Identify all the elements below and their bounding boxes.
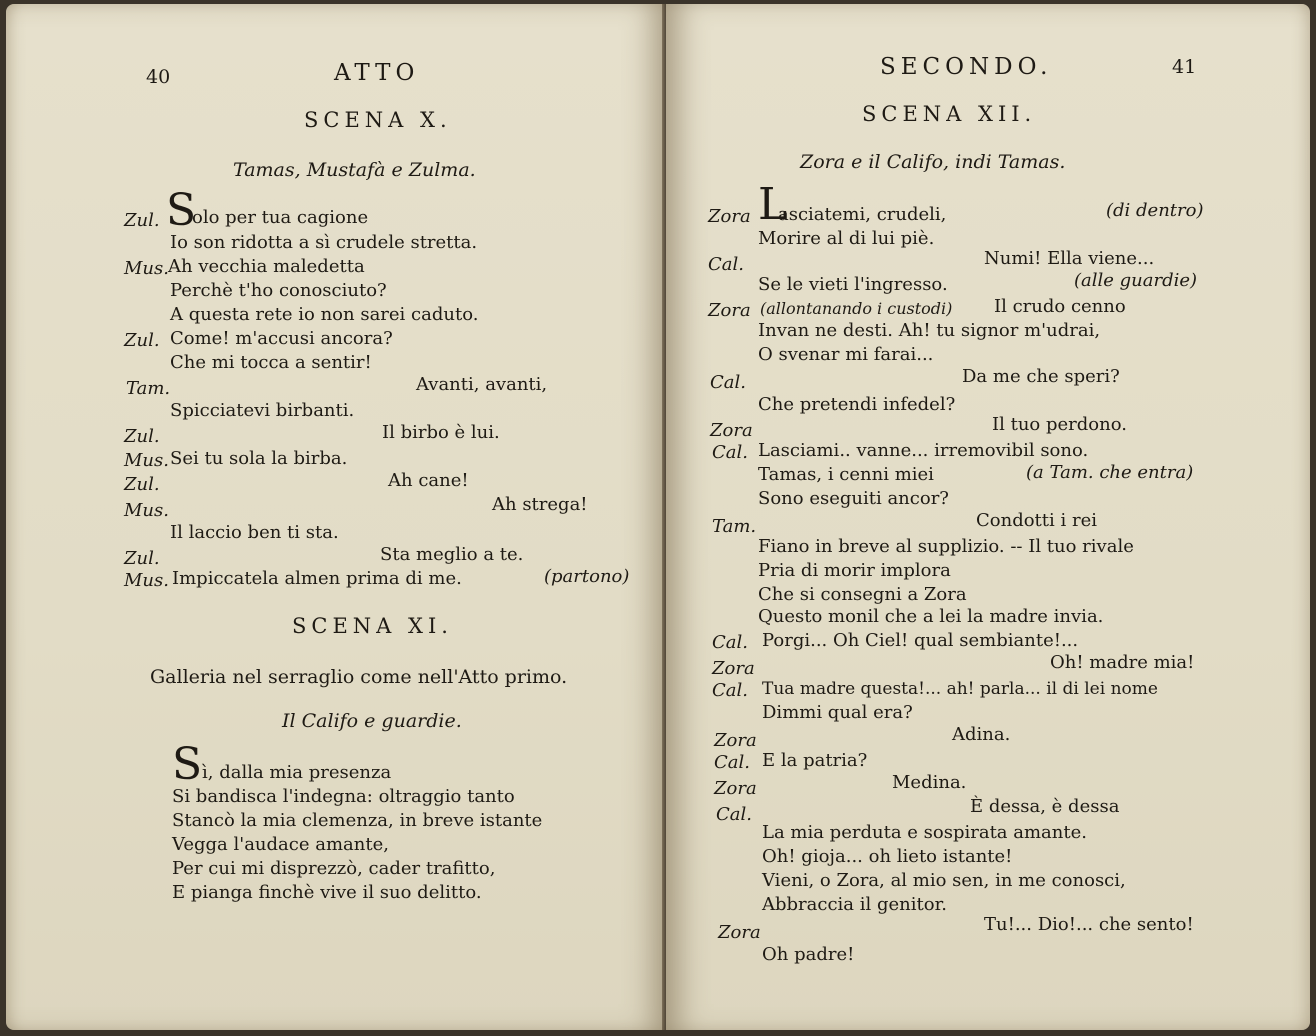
verse-line: Pria di morir implora [758, 560, 951, 581]
page-number: 41 [1172, 56, 1197, 78]
left-page [6, 4, 666, 1030]
stage-direction: (allontanando i custodi) [760, 299, 953, 318]
right-page [666, 4, 1310, 1030]
verse-line: Sono eseguiti ancor? [758, 488, 949, 509]
verse-line: Se le vieti l'ingresso. [758, 274, 948, 295]
speaker: Zora [714, 730, 757, 751]
verse-line: Spicciatevi birbanti. [170, 400, 355, 421]
verse-line: Il birbo è lui. [382, 422, 500, 443]
speaker: Tam. [126, 378, 171, 399]
speaker: Cal. [712, 632, 748, 653]
verse-line: Abbraccia il genitor. [762, 894, 947, 915]
scene-heading: SCENA XI. [292, 614, 453, 638]
verse-line: E la patria? [762, 750, 868, 771]
verse-line: Il laccio ben ti sta. [170, 522, 339, 543]
verse-line: Avanti, avanti, [416, 374, 548, 395]
speaker: Tam. [712, 516, 757, 537]
verse-line: Invan ne desti. Ah! tu signor m'udrai, [758, 320, 1101, 341]
stage-direction: (partono) [544, 566, 630, 587]
speaker: Mus. [124, 500, 169, 521]
verse-line: Per cui mi disprezzò, cader trafitto, [172, 858, 496, 879]
scene-setting: Galleria nel serraglio come nell'Atto primo. [150, 666, 568, 688]
verse-line: Lasciami.. vanne... irremovibil sono. [758, 440, 1089, 461]
scene-heading: SCENA X. [304, 108, 452, 132]
verse-line: Si bandisca l'indegna: oltraggio tanto [172, 786, 515, 807]
verse-line: Ah cane! [388, 470, 469, 491]
verse-line: A questa rete io non sarei caduto. [170, 304, 479, 325]
verse-line: Oh! gioja... oh lieto istante! [762, 846, 1013, 867]
verse-line: O svenar mi farai... [758, 344, 934, 365]
speaker: Cal. [708, 254, 744, 275]
scene-characters: Zora e il Califo, indi Tamas. [800, 151, 1066, 173]
speaker: Cal. [710, 372, 746, 393]
verse-line: Io son ridotta a sì crudele stretta. [170, 232, 478, 253]
verse-line: Che si consegni a Zora [758, 584, 967, 605]
verse-line: asciatemi, crudeli, [778, 204, 947, 225]
verse-line: Tua madre questa!... ah! parla... il di lei nome [762, 679, 1158, 699]
verse-line: Ah vecchia maledetta [168, 256, 365, 277]
speaker: Zora [708, 300, 751, 321]
verse-line: È dessa, è dessa [970, 796, 1120, 817]
speaker: Zora [712, 658, 755, 679]
verse-line: Perchè t'ho conosciuto? [170, 280, 387, 301]
scene-characters: Tamas, Mustafà e Zulma. [233, 159, 476, 181]
verse-line: Numi! Ella viene... [984, 248, 1155, 269]
verse-line: Stancò la mia clemenza, in breve istante [172, 810, 543, 831]
verse-line: Il tuo perdono. [992, 414, 1127, 435]
verse-line: Sta meglio a te. [380, 544, 524, 565]
running-head: ATTO [334, 60, 420, 86]
verse-line: olo per tua cagione [192, 207, 369, 228]
verse-line: Tu!... Dio!... che sento! [984, 914, 1194, 935]
verse-line: Come! m'accusi ancora? [170, 328, 393, 349]
verse-line: La mia perduta e sospirata amante. [762, 822, 1087, 843]
verse-line: Condotti i rei [976, 510, 1097, 531]
verse-line: Questo monil che a lei la madre invia. [758, 606, 1104, 627]
verse-line: Morire al di lui piè. [758, 228, 935, 249]
speaker: Zora [710, 420, 753, 441]
stage-direction: (a Tam. che entra) [1026, 462, 1194, 483]
speaker: Zul. [124, 330, 160, 351]
verse-line: Adina. [952, 724, 1011, 745]
verse-line: Medina. [892, 772, 967, 793]
verse-line: E pianga finchè vive il suo delitto. [172, 882, 482, 903]
speaker: Mus. [124, 450, 169, 471]
verse-line: Oh padre! [762, 944, 855, 965]
page-number: 40 [146, 66, 171, 88]
scene-heading: SCENA XII. [862, 102, 1037, 126]
speaker: Zul. [124, 210, 160, 231]
speaker: Cal. [714, 752, 750, 773]
speaker: Zul. [124, 426, 160, 447]
verse-line: Vieni, o Zora, al mio sen, in me conosci, [762, 870, 1126, 891]
drop-cap: L [758, 179, 788, 230]
speaker: Cal. [712, 442, 748, 463]
verse-line: Ah strega! [492, 494, 588, 515]
speaker: Zora [718, 922, 761, 943]
speaker: Mus. [124, 570, 169, 591]
verse-line: ì, dalla mia presenza [202, 762, 392, 783]
stage-direction: (di dentro) [1106, 200, 1204, 221]
scene-characters: Il Califo e guardie. [282, 710, 462, 732]
speaker: Cal. [712, 680, 748, 701]
verse-line: Fiano in breve al supplizio. -- Il tuo rivale [758, 536, 1134, 557]
stage-direction: (alle guardie) [1074, 270, 1198, 291]
verse-line: Vegga l'audace amante, [172, 834, 389, 855]
drop-cap: S [166, 185, 197, 236]
verse-line: Dimmi qual era? [762, 702, 913, 723]
speaker: Mus. [124, 258, 169, 279]
verse-line: Che pretendi infedel? [758, 394, 956, 415]
speaker: Zul. [124, 548, 160, 569]
verse-line: Tamas, i cenni miei [758, 464, 934, 485]
drop-cap: S [172, 739, 203, 790]
speaker: Zora [714, 778, 757, 799]
running-head: SECONDO. [880, 54, 1053, 80]
verse-line: Impiccatela almen prima di me. [172, 568, 462, 589]
speaker: Zul. [124, 474, 160, 495]
speaker: Cal. [716, 804, 752, 825]
verse-line: Da me che speri? [962, 366, 1120, 387]
verse-line: Che mi tocca a sentir! [170, 352, 372, 373]
verse-line: Oh! madre mia! [1050, 652, 1195, 673]
speaker: Zora [708, 206, 751, 227]
verse-line: Il crudo cenno [994, 296, 1126, 317]
verse-line: Sei tu sola la birba. [170, 448, 348, 469]
verse-line: Porgi... Oh Ciel! qual sembiante!... [762, 630, 1079, 651]
